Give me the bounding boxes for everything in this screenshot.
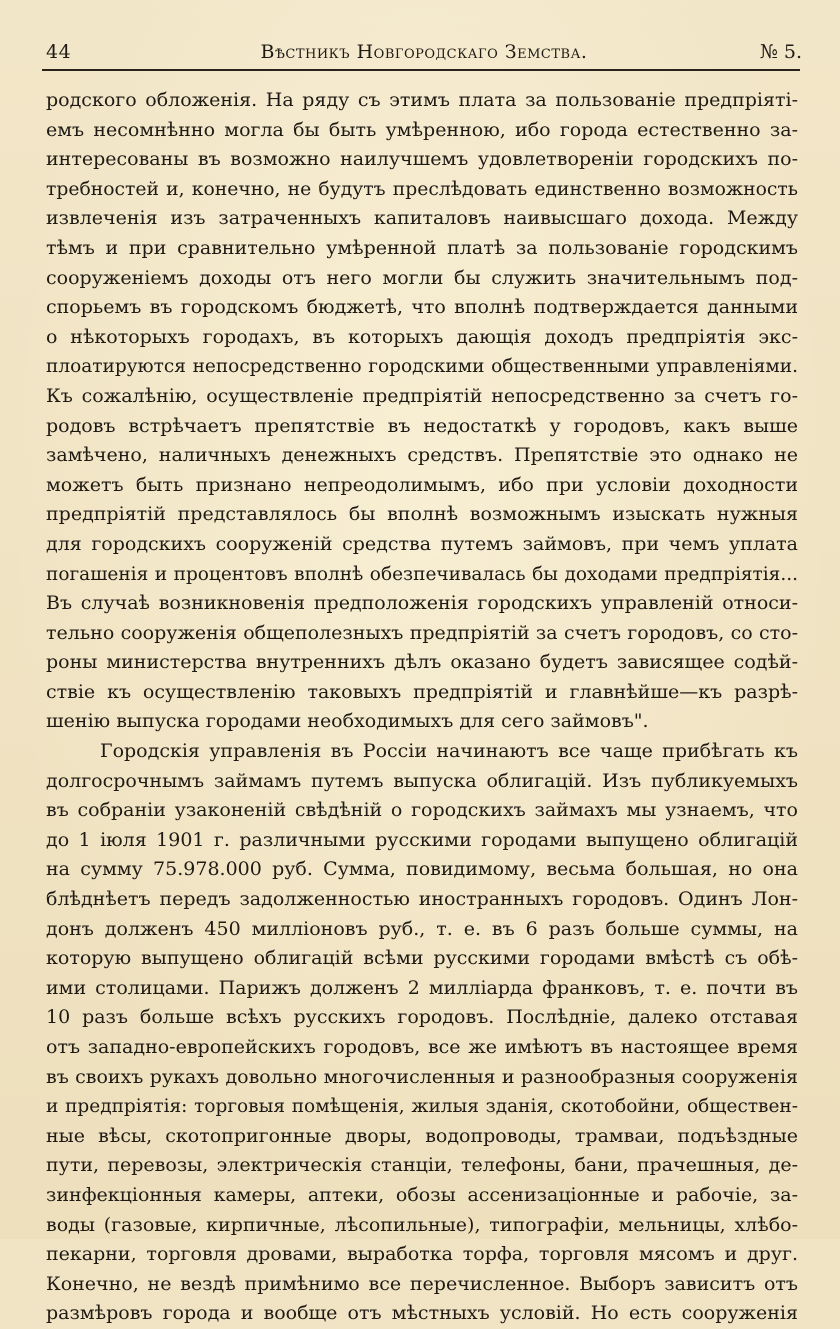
text-line: емъ несомнѣнно могла бы быть умѣренною, ибо города естественно за- (46, 118, 798, 141)
header-rule (42, 69, 800, 71)
text-line: воды (газовые, кирпичные, лѣсопильные), типографіи, мельницы, хлѣбо- (46, 1213, 798, 1236)
text-line: Конечно, не вездѣ примѣнимо все перечисленное. Выборъ зависитъ отъ (46, 1272, 798, 1295)
text-line: замѣчено, наличныхъ денежныхъ средствъ. Препятствіе это однако не (46, 444, 798, 467)
journal-title: Вѣстникъ Новгородскаго Земства. (260, 41, 588, 63)
text-line: размѣровъ города и вообще отъ мѣстныхъ условій. Но есть сооруженія (46, 1302, 798, 1325)
issue-number: № 5. (759, 41, 802, 63)
text-line: пекарни, торговля дровами, выработка торфа, торговля мясомъ и друг. (46, 1243, 798, 1266)
text-line: сооруженіемъ доходы отъ него могли бы служить значительнымъ под- (46, 266, 798, 289)
text-line: роны министерства внутреннихъ дѣлъ оказано будетъ зависящее содѣй- (46, 651, 798, 674)
text-line: пути, перевозы, электрическія станціи, телефоны, бани, прачешныя, де- (46, 1154, 798, 1177)
text-line: о нѣкоторыхъ городахъ, въ которыхъ дающія доходъ предпріятія экс- (46, 325, 798, 348)
text-line: можетъ быть признано непреодолимымъ, ибо при условіи доходности (46, 473, 798, 496)
text-line: и предпріятія: торговыя помѣщенія, жилыя зданія, скотобойни, обществен- (46, 1096, 798, 1118)
text-line: зинфекціонныя камеры, аптеки, обозы ассенизаціонные и рабочіе, за- (46, 1183, 798, 1206)
text-line: донъ долженъ 450 милліоновъ руб., т. е. въ 6 разъ больше суммы, на (46, 917, 798, 940)
text-line: которую выпущено облигацій всѣми русскими городами вмѣстѣ съ обѣ- (46, 947, 798, 970)
text-line: до 1 іюля 1901 г. различными русскими городами выпущено облигацій (46, 828, 798, 851)
body-text (46, 86, 798, 1329)
text-line: на сумму 75.978.000 руб. Сумма, повидимому, весьма большая, но она (46, 858, 798, 881)
text-line: для городскихъ сооруженій средства путемъ займовъ, при чемъ уплата (46, 532, 798, 555)
text-line: блѣднѣетъ передъ задолженностью иностранныхъ городовъ. Одинъ Лон- (46, 888, 798, 911)
text-line: спорьемъ въ городскомъ бюджетѣ, что вполнѣ подтверждается данными (46, 296, 798, 319)
text-line: отъ западно-европейскихъ городовъ, все же имѣютъ въ настоящее время (46, 1036, 798, 1058)
text-line: интересованы въ возможно наилучшемъ удовлетвореніи городскихъ по- (46, 148, 798, 171)
text-line: ствіе къ осуществленію таковыхъ предпріятій и главнѣйше—къ разрѣ- (46, 680, 798, 703)
text-line: 10 разъ больше всѣхъ русскихъ городовъ. Послѣдніе, далеко отставая (46, 1006, 798, 1029)
text-line: ные вѣсы, скотопригонные дворы, водопроводы, трамваи, подъѣздные (46, 1124, 798, 1147)
text-line: предпріятій представлялось бы вполнѣ возможнымъ изыскать нужныя (46, 503, 798, 526)
text-line: Городскія управленія въ Россіи начинаютъ все чаще прибѣгать къ (100, 740, 798, 763)
text-line: въ собраніи узаконеній свѣдѣній о городскихъ займахъ мы узнаемъ, что (46, 799, 798, 822)
text-line: погашенія и процентовъ вполнѣ обезпечивалась бы доходами предпріятія... (46, 563, 798, 585)
text-line: Къ сожалѣнію, осуществленіе предпріятій непосредственно за счетъ го- (46, 384, 798, 407)
text-line: извлеченія изъ затраченныхъ капиталовъ наивысшаго дохода. Между (46, 207, 798, 230)
text-line: родовъ встрѣчаетъ препятствіе въ недостаткѣ у городовъ, какъ выше (46, 414, 798, 437)
text-line: плоатируются непосредственно городскими общественными управленіями. (46, 356, 798, 378)
running-header (46, 36, 802, 68)
text-line: родского обложенія. На ряду съ этимъ плата за пользованіе предпріяті- (46, 89, 798, 111)
text-line: Въ случаѣ возникновенія предположенія городскихъ управленій относи- (46, 592, 798, 615)
text-line: ими столицами. Парижъ долженъ 2 милліарда франковъ, т. е. почти въ (46, 976, 798, 999)
text-line: шенію выпуска городами необходимыхъ для сего займовъ". (46, 710, 649, 733)
page-number: 44 (46, 41, 72, 63)
text-line: въ своихъ рукахъ довольно многочисленныя и разнообразныя сооруженія (46, 1065, 798, 1088)
text-line: тѣмъ и при сравнительно умѣренной платѣ за пользованіе городскимъ (46, 236, 798, 259)
text-line: тельно сооруженія общеполезныхъ предпріятій за счетъ городовъ, со сто- (46, 621, 798, 644)
text-line: требностей и, конечно, не будутъ преслѣдовать единственно возможность (46, 178, 798, 200)
text-line: долгосрочнымъ займамъ путемъ выпуска облигацій. Изъ публикуемыхъ (46, 769, 798, 792)
